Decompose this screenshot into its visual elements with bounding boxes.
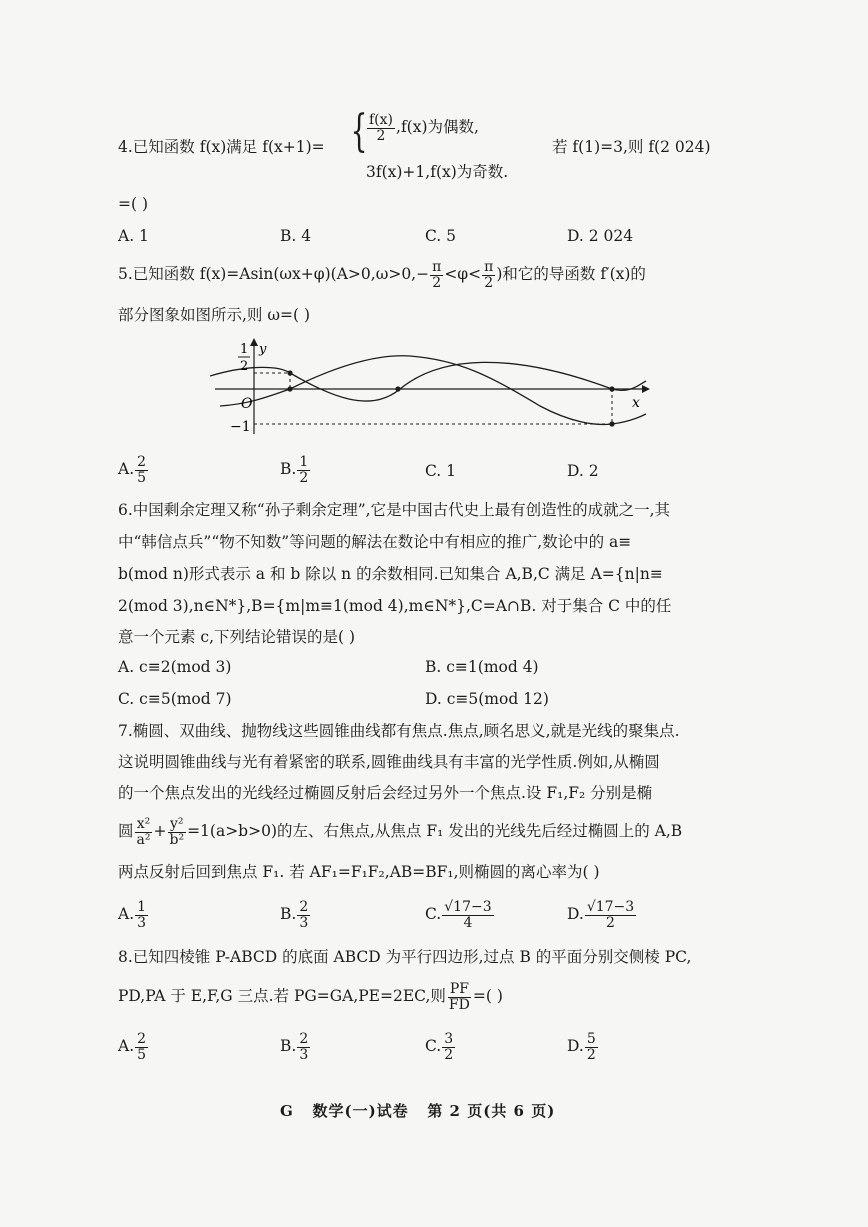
q8-option-a-prefix: A. bbox=[118, 1037, 135, 1056]
q7-option-a-den: 3 bbox=[137, 914, 147, 931]
q7-line-4 bbox=[118, 817, 682, 847]
q8-line2-a: PD,PA 于 E,F,G 三点.若 PG=GA,PE=2EC,则 bbox=[118, 987, 446, 1006]
y-label: y bbox=[259, 342, 267, 357]
q7-plus: + bbox=[153, 822, 167, 841]
q5-option-d[interactable]: D. 2 bbox=[567, 462, 599, 480]
q8-line-1: 8.已知四棱锥 P-ABCD 的底面 ABCD 为平行四边形,过点 B 的平面分别交侧棱 PC, bbox=[118, 948, 692, 966]
q5-option-c[interactable]: C. 1 bbox=[425, 462, 457, 480]
page-footer: G 数学(一)试卷 第 2 页(共 6 页) bbox=[280, 1102, 556, 1120]
q7-option-d-num: √17−3 bbox=[586, 899, 635, 915]
q6-line-2: 中“韩信点兵”“物不知数”等问题的解法在数论中有相应的推广,数论中的 a≡ bbox=[118, 533, 632, 551]
q5-line1-a: 5.已知函数 f(x)=Asin(ωx+φ)(A>0,ω>0,− bbox=[118, 265, 430, 284]
q8-option-a-den: 5 bbox=[137, 1046, 147, 1063]
q6-line-3: b(mod n)形式表示 a 和 b 除以 n 的余数相同.已知集合 A,B,C 满足 A={n|n≡ bbox=[118, 565, 663, 583]
q4-case1-den: 2 bbox=[376, 127, 386, 144]
q7-option-c-prefix: C. bbox=[425, 905, 442, 924]
q7-line-3: 的一个焦点发出的光线经过椭圆反射后会经过另外一个焦点.设 F₁,F₂ 分别是椭 bbox=[118, 784, 653, 802]
q7-option-a-num: 1 bbox=[137, 899, 147, 915]
q4-case1-cond: ,f(x)为偶数, bbox=[396, 118, 479, 137]
q8-option-a[interactable] bbox=[118, 1032, 149, 1062]
q8-option-d-prefix: D. bbox=[567, 1037, 584, 1056]
q4-stem-c: =( ) bbox=[118, 195, 149, 213]
point-cross-2 bbox=[395, 386, 400, 391]
q5-pi-1: π bbox=[432, 259, 442, 275]
q7-option-a[interactable] bbox=[118, 900, 149, 930]
q7-x2: x² bbox=[136, 816, 151, 832]
q4-option-c[interactable]: C. 5 bbox=[425, 227, 457, 245]
q5-option-b-den: 2 bbox=[299, 469, 309, 486]
q8-option-d-den: 2 bbox=[586, 1046, 596, 1063]
q8-line2-b: =( ) bbox=[472, 987, 503, 1006]
f-curve bbox=[210, 362, 646, 401]
q7-line-1: 7.椭圆、双曲线、抛物线这些圆锥曲线都有焦点.焦点,顾名思义,就是光线的聚集点. bbox=[118, 722, 680, 740]
q7-option-d-prefix: D. bbox=[567, 905, 584, 924]
q7-option-c-num: √17−3 bbox=[444, 899, 492, 915]
q7-option-d-den: 2 bbox=[606, 914, 615, 931]
half-num: 1 bbox=[240, 342, 249, 357]
q8-option-c-num: 3 bbox=[444, 1031, 454, 1047]
point-peak bbox=[287, 370, 292, 375]
q6-option-b[interactable]: B. c≡1(mod 4) bbox=[425, 658, 539, 676]
q8-option-b-prefix: B. bbox=[280, 1037, 297, 1056]
q4-case1 bbox=[366, 113, 479, 143]
q6-line-5: 意一个元素 c,下列结论错误的是( ) bbox=[118, 628, 356, 646]
q8-option-a-num: 2 bbox=[137, 1031, 147, 1047]
q5-line1 bbox=[118, 260, 646, 290]
q7-option-d[interactable] bbox=[567, 900, 637, 930]
q7-b2: b² bbox=[169, 831, 185, 848]
q5-two-2: 2 bbox=[484, 274, 494, 291]
x-label: x bbox=[632, 395, 640, 411]
q7-option-b-prefix: B. bbox=[280, 905, 297, 924]
q7-line-5: 两点反射后回到焦点 F₁. 若 AF₁=F₁F₂,AB=BF₁,则椭圆的离心率为( ) bbox=[118, 863, 600, 881]
q6-option-d[interactable]: D. c≡5(mod 12) bbox=[425, 690, 549, 708]
q5-option-b-num: 1 bbox=[299, 454, 309, 470]
q8-option-b-num: 2 bbox=[299, 1031, 309, 1047]
q7-a2: a² bbox=[136, 831, 151, 848]
q7-line4-a: 圆 bbox=[118, 822, 134, 841]
point-cross-1 bbox=[287, 386, 292, 391]
q7-option-b-num: 2 bbox=[299, 899, 309, 915]
q4-option-b[interactable]: B. 4 bbox=[280, 227, 312, 245]
y-axis-arrow bbox=[250, 338, 258, 346]
q8-option-c-prefix: C. bbox=[425, 1037, 442, 1056]
q7-option-b[interactable] bbox=[280, 900, 311, 930]
q8-option-b-den: 3 bbox=[299, 1046, 309, 1063]
q8-frac-den: FD bbox=[448, 996, 470, 1013]
x-axis-arrow bbox=[642, 385, 650, 393]
q6-line-4: 2(mod 3),n∈N*},B={m|m≡1(mod 4),m∈N*},C=A∩B. 对于集合 C 中的任 bbox=[118, 597, 672, 615]
q5-option-b-prefix: B. bbox=[280, 460, 297, 479]
q5-pi-2: π bbox=[484, 259, 494, 275]
q4-option-a[interactable]: A. 1 bbox=[118, 227, 149, 245]
q5-option-a-num: 2 bbox=[137, 454, 147, 470]
q7-option-b-den: 3 bbox=[299, 914, 309, 931]
fprime-curve bbox=[220, 356, 646, 425]
neg1-label: −1 bbox=[230, 419, 251, 435]
q7-option-c-den: 4 bbox=[463, 914, 473, 931]
q6-option-c[interactable]: C. c≡5(mod 7) bbox=[118, 690, 232, 708]
q8-option-d-num: 5 bbox=[586, 1031, 596, 1047]
q5-line1-c: )和它的导函数 f′(x)的 bbox=[496, 265, 646, 284]
q4-case1-num: f(x) bbox=[369, 112, 394, 128]
q5-line1-b: <φ< bbox=[444, 265, 482, 284]
point-cross-3 bbox=[609, 386, 614, 391]
q4-case2: 3f(x)+1,f(x)为奇数. bbox=[366, 163, 509, 181]
q7-option-c[interactable] bbox=[425, 900, 495, 930]
q5-option-a-den: 5 bbox=[137, 469, 147, 486]
origin-label: O bbox=[241, 396, 253, 412]
q5-line2: 部分图象如图所示,则 ω=( ) bbox=[118, 306, 311, 324]
q5-option-b[interactable] bbox=[280, 455, 311, 485]
q4-brace: { bbox=[350, 106, 368, 157]
q7-y2: y² bbox=[170, 816, 184, 832]
q5-graph bbox=[210, 336, 650, 438]
half-den: 2 bbox=[240, 359, 249, 374]
q4-stem-a: 4.已知函数 f(x)满足 f(x+1)= bbox=[118, 138, 325, 156]
q6-line-1: 6.中国剩余定理又称“孙子剩余定理”,它是中国古代史上最有创造性的成就之一,其 bbox=[118, 501, 670, 519]
q8-option-c-den: 2 bbox=[444, 1046, 454, 1063]
q5-option-a[interactable] bbox=[118, 455, 149, 485]
q7-line4-b: =1(a>b>0)的左、右焦点,从焦点 F₁ 发出的光线先后经过椭圆上的 A,B bbox=[187, 822, 683, 841]
q7-line-2: 这说明圆锥曲线与光有着紧密的联系,圆锥曲线具有丰富的光学性质.例如,从椭圆 bbox=[118, 753, 660, 771]
q8-frac-num: PF bbox=[449, 981, 469, 997]
q8-option-d[interactable] bbox=[567, 1032, 599, 1062]
q8-line-2 bbox=[118, 982, 503, 1012]
q6-option-a[interactable]: A. c≡2(mod 3) bbox=[118, 658, 232, 676]
q8-option-c[interactable] bbox=[425, 1032, 456, 1062]
q8-option-b[interactable] bbox=[280, 1032, 311, 1062]
q4-stem-b: 若 f(1)=3,则 f(2 024) bbox=[552, 138, 711, 156]
q4-option-d[interactable]: D. 2 024 bbox=[567, 227, 634, 245]
point-min bbox=[609, 421, 614, 426]
q5-option-a-prefix: A. bbox=[118, 460, 135, 479]
q7-option-a-prefix: A. bbox=[118, 905, 135, 924]
q5-two-1: 2 bbox=[432, 274, 442, 291]
